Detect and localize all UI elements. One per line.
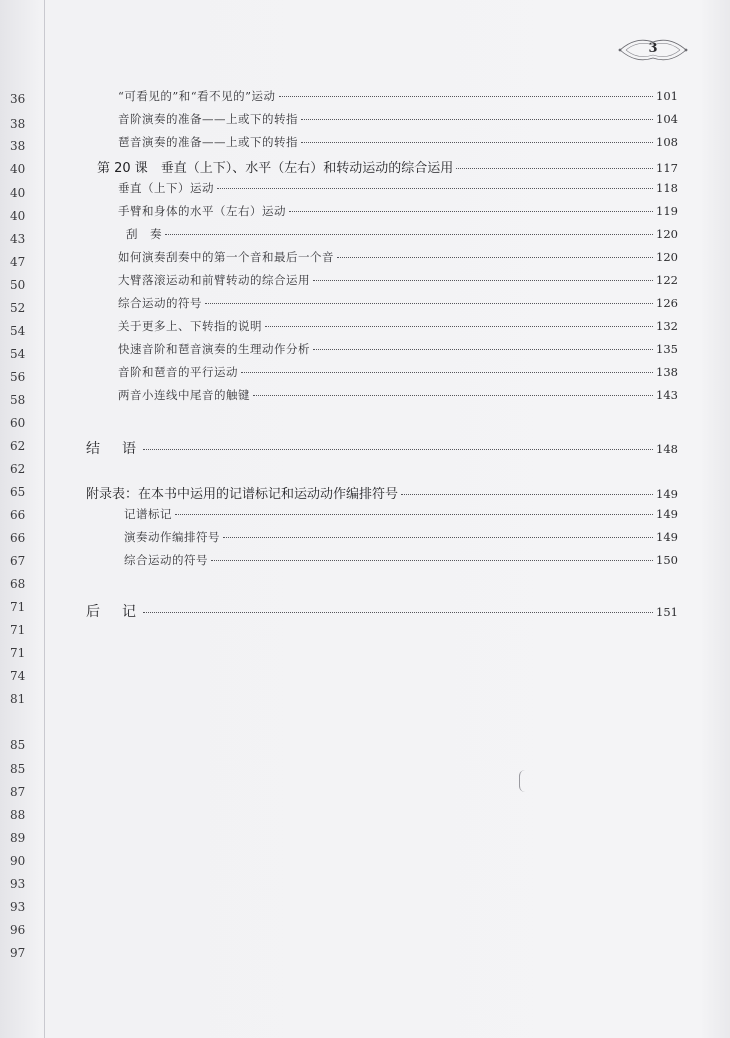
left-page-number: 85 [10,738,26,752]
toc-page: 149 [656,507,678,521]
left-page-number: 36 [10,92,26,106]
left-page-number: 74 [10,669,26,683]
toc-page: 120 [656,250,678,264]
left-page-number: 54 [10,347,26,361]
toc-entry[interactable] [124,506,678,524]
toc-entry-afterword[interactable] [86,601,678,619]
dot-leader [165,234,653,235]
dot-leader [279,96,654,97]
left-page-number: 38 [10,117,26,131]
toc-title: 综合运动的符号 [118,296,202,310]
dot-leader [289,211,653,212]
left-page-number: 62 [10,462,26,476]
toc-title: 音阶和琶音的平行运动 [118,365,238,379]
dot-leader [337,257,653,258]
left-page-number: 40 [10,186,26,200]
dot-leader [217,188,653,189]
toc-entry[interactable] [124,552,678,570]
left-page-number: 54 [10,324,26,338]
toc-title: 演奏动作编排符号 [124,530,220,544]
toc-entry[interactable] [118,88,678,106]
dot-leader [265,326,653,327]
left-page-number: 52 [10,301,26,315]
left-page-number: 89 [10,831,26,845]
left-page-number: 87 [10,785,26,799]
toc-title: 关于更多上、下转指的说明 [118,319,262,333]
left-page-number: 90 [10,854,26,868]
toc-title: 附录表：在本书中运用的记谱标记和运动动作编排符号 [86,487,399,502]
dot-leader [313,349,653,350]
toc-entry[interactable] [118,341,678,359]
toc-entry-lesson[interactable] [97,157,678,175]
dot-leader [301,119,653,120]
book-spine [44,0,45,1038]
toc-title: 音阶演奏的准备——上或下的转指 [118,112,298,126]
left-page-number: 47 [10,255,26,269]
dot-leader [456,168,653,169]
dot-leader [301,142,653,143]
toc-entry[interactable] [118,249,678,267]
left-page-number: 97 [10,946,26,960]
left-page-number: 67 [10,554,26,568]
left-page-number: 93 [10,900,26,914]
toc-entry[interactable] [126,226,678,244]
toc-entry[interactable] [118,203,678,221]
toc-title: 如何演奏刮奏中的第一个音和最后一个音 [118,250,334,264]
toc-page: 135 [656,342,678,356]
toc-page: 151 [656,605,678,619]
toc-page: 138 [656,365,678,379]
toc-page: 150 [656,553,678,567]
dot-leader [205,303,653,304]
left-page-number: 62 [10,439,26,453]
toc-entry[interactable] [124,529,678,547]
toc-title: 琶音演奏的准备——上或下的转指 [118,135,298,149]
toc-entry[interactable] [118,134,678,152]
toc-page: 118 [656,181,678,195]
left-page-number: 68 [10,577,26,591]
left-page-number: 58 [10,393,26,407]
dot-leader [211,560,653,561]
dot-leader [253,395,653,396]
toc-page: 101 [656,89,678,103]
left-page-number: 40 [10,162,26,176]
toc-entry[interactable] [118,295,678,313]
left-page-number: 85 [10,762,26,776]
left-page-number: 71 [10,600,26,614]
left-page-number: 66 [10,508,26,522]
toc-entry[interactable] [118,272,678,290]
left-page-number: 96 [10,923,26,937]
dot-leader [223,537,653,538]
left-page-number: 88 [10,808,26,822]
page-number: 3 [648,41,658,56]
toc-title: 垂直（上下）运动 [118,181,214,195]
dot-leader [143,449,653,450]
left-page-number: 50 [10,278,26,292]
toc-page: 143 [656,388,678,402]
toc-page: 122 [656,273,678,287]
toc-title: 刮 奏 [126,227,162,241]
toc-entry-conclusion[interactable] [86,438,678,456]
toc-page: 149 [656,487,678,501]
left-page-number: 40 [10,209,26,223]
left-page-number: 43 [10,232,26,246]
toc-title: “可看见的”和“看不见的”运动 [118,89,276,103]
previous-page-edge [0,0,40,1038]
left-page-number: 93 [10,877,26,891]
dot-leader [313,280,653,281]
toc-page: 148 [656,442,678,456]
toc-entry[interactable] [118,180,678,198]
toc-title: 记谱标记 [124,507,172,521]
toc-page: 119 [656,204,678,218]
left-page-number: 66 [10,531,26,545]
toc-title: 结 语 [86,441,140,457]
toc-title: 第 20 课 垂直（上下）、水平（左右）和转动运动的综合运用 [97,161,454,176]
toc-title: 综合运动的符号 [124,553,208,567]
dot-leader [241,372,653,373]
toc-page: 120 [656,227,678,241]
toc-entry[interactable] [118,364,678,382]
left-page-number: 65 [10,485,26,499]
toc-page: 117 [656,161,678,175]
pencil-mark [519,770,526,792]
toc-title: 两音小连线中尾音的触键 [118,388,250,402]
left-page-number: 60 [10,416,26,430]
toc-entry[interactable] [118,111,678,129]
dot-leader [175,514,653,515]
toc-page: 149 [656,530,678,544]
toc-title: 大臂落滚运动和前臂转动的综合运用 [118,273,310,287]
toc-page: 132 [656,319,678,333]
toc-entry[interactable] [118,318,678,336]
dot-leader [401,494,653,495]
toc-title: 手臂和身体的水平（左右）运动 [118,204,286,218]
toc-page: 108 [656,135,678,149]
dot-leader [143,612,653,613]
toc-entry[interactable] [118,387,678,405]
toc-page: 104 [656,112,678,126]
left-page-number: 71 [10,623,26,637]
left-page-number: 56 [10,370,26,384]
toc-title: 快速音阶和琶音演奏的生理动作分析 [118,342,310,356]
left-page-number: 81 [10,692,26,706]
left-page-number: 38 [10,139,26,153]
toc-entry-appendix[interactable] [86,483,678,501]
toc-title: 后 记 [86,604,140,620]
left-page-number: 71 [10,646,26,660]
toc-page: 126 [656,296,678,310]
